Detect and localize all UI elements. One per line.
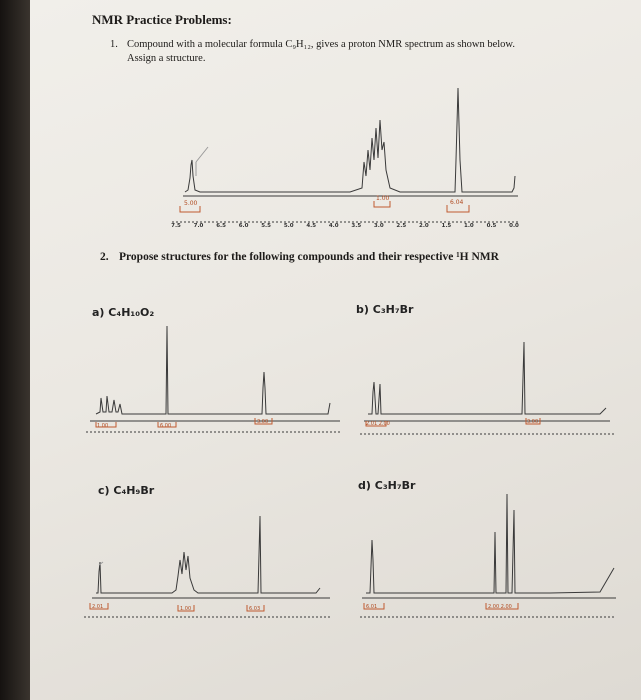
- axis-tick-label: 5.5: [261, 223, 271, 229]
- spectrum-b-label: b) C₃H₇Br: [356, 303, 414, 316]
- integral-label: 6.04: [450, 199, 464, 206]
- axis-tick-label: 3.5: [351, 223, 362, 229]
- spectrum-1-integrals: [180, 201, 469, 212]
- integral-label: 6.03: [249, 606, 261, 612]
- spectrum-a-trace: [90, 326, 340, 421]
- spectrum-c-trace: [92, 516, 330, 598]
- axis-tick-label: 5.0: [283, 223, 294, 229]
- integral-label: 2.00 2.00: [488, 604, 512, 610]
- integral-label: 6.00: [160, 423, 172, 429]
- problem2-number: 2.: [100, 251, 109, 263]
- integral-label: 1.00: [376, 195, 390, 202]
- axis-tick-label: 7.5: [171, 223, 181, 229]
- spectrum-a-integrals: [96, 418, 272, 427]
- axis-tick-label: 6.5: [216, 223, 226, 229]
- axis-tick-label: 2.0: [419, 223, 429, 229]
- integral-label: 1.00: [180, 606, 192, 612]
- axis-tick-label: 4.0: [328, 223, 339, 229]
- axis-tick-label: 1.5: [441, 223, 452, 229]
- spectrum-a-label: a) C₄H₁₀O₂: [92, 306, 155, 319]
- spectrum-d-label: d) C₃H₇Br: [358, 479, 416, 492]
- axis-tick-label: 6.0: [238, 223, 249, 229]
- problem2-text: Propose structures for the following compounds and their respective ¹H NMR: [119, 251, 499, 263]
- integral-label: 6.01: [366, 604, 378, 610]
- spectrum-c-integrals: [90, 603, 264, 611]
- spectrum-b-integrals: [366, 418, 540, 426]
- axis-tick-label: 7.0: [193, 223, 204, 229]
- integral-label: 1.00: [97, 423, 109, 429]
- axis-tick-label: 3.0: [373, 223, 384, 229]
- spectrum-d-trace: [362, 494, 616, 598]
- axis-tick-label: 1.0: [464, 223, 474, 229]
- page-title: NMR Practice Problems:: [92, 12, 232, 27]
- integral-label: 3.00: [527, 419, 539, 425]
- axis-tick-label: 4.5: [306, 223, 317, 229]
- axis-tick-label: 2.5: [396, 223, 407, 229]
- problem1-text-line1: Compound with a molecular formula C₉H₁₂, gives a proton NMR spectrum as shown below.: [127, 39, 515, 50]
- problem1-number: 1.: [110, 39, 118, 50]
- integral-label: 5.00: [184, 200, 198, 207]
- integral-label: 2.01: [92, 604, 104, 610]
- axis-tick-label: 0.0: [509, 223, 519, 229]
- problem1-text-line2: Assign a structure.: [127, 53, 206, 64]
- axis-tick-label: 0.5: [486, 223, 497, 229]
- spectrum-c-label: c) C₄H₉Br: [98, 484, 155, 497]
- spectrum-b-trace: [364, 342, 610, 421]
- integral-label: 2.01 2.00: [366, 421, 390, 427]
- spectrum-1-trace: [183, 88, 518, 196]
- integral-label: 3.00: [257, 419, 269, 425]
